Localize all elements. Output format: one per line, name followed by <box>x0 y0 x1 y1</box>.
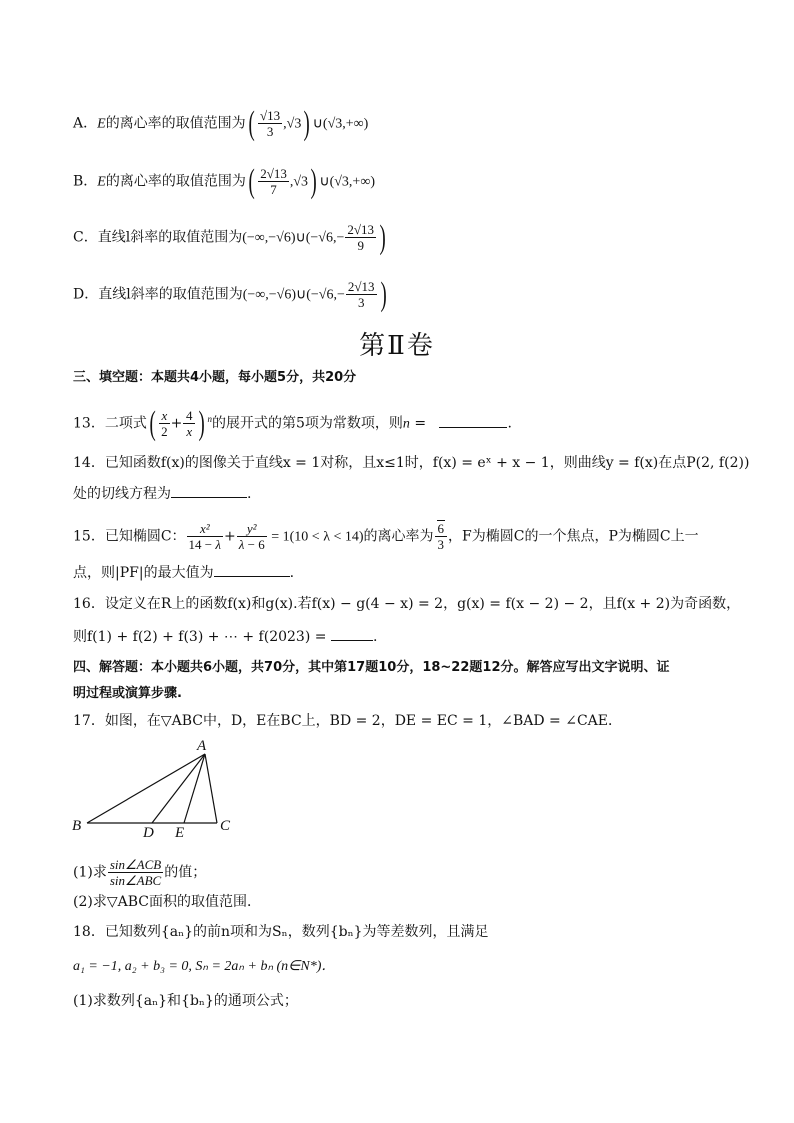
frac-num: 2√13 <box>347 279 375 294</box>
frac-den: 3 <box>357 295 365 310</box>
question-17-sub1 <box>73 857 206 888</box>
question-16-line1: 16．设定义在R上的函数f(x)和g(x).若f(x) − g(4 − x) = 2，g(x) = f(x − 2) − 2，且f(x + 2)为奇函数， <box>73 596 741 612</box>
part3-header: 三、填空题：本题共4小题，每小题5分，共20分 <box>73 370 357 385</box>
frac-num: 2√13 <box>260 166 287 181</box>
q13-text: 的展开式的第5项为常数项，则 <box>212 415 403 432</box>
q13-prefix: 13．二项式 <box>73 415 147 432</box>
question-18-line1: 18．已知数列{aₙ}的前n项和为Sₙ，数列{bₙ}为等差数列，且满足 <box>73 924 489 940</box>
answer-blank[interactable] <box>171 483 247 498</box>
option-label: B． <box>73 173 98 190</box>
q13-eq: = <box>409 415 431 432</box>
q15-text: 点，则|PF|的最大值为 <box>73 565 214 581</box>
option-var: E <box>97 116 106 132</box>
q15-end: . <box>289 565 295 581</box>
question-17: 17．如图，在▽ABC中，D，E在BC上，BD = 2，DE = EC = 1，∠BAD = ∠CAE． <box>73 713 623 729</box>
option-text: 的离心率的取值范围为 <box>105 173 246 190</box>
option-text: 的离心率的取值范围为 <box>105 115 246 132</box>
part4-header-line1: 四、解答题：本小题共6小题，共70分，其中第17题10分，18~22题12分。解答应写出文字说明、证 <box>73 660 670 675</box>
answer-blank[interactable] <box>214 562 290 577</box>
frac-den: 9 <box>357 238 364 253</box>
section-title: 第Ⅱ卷 <box>359 331 435 361</box>
side-ac <box>205 754 217 823</box>
part4-header-line2: 明过程或演算步骤. <box>73 686 182 701</box>
frac-num: √13 <box>260 108 281 123</box>
triangle-figure <box>66 734 246 842</box>
answer-blank[interactable] <box>331 626 373 641</box>
question-17-sub2: (2)求▽ABC面积的取值范围． <box>73 894 261 910</box>
label-b: B <box>72 818 82 834</box>
option-text: 直线l斜率的取值范围为 <box>97 229 243 246</box>
option-head: (−∞,−√6)∪(−√6,− <box>242 230 345 246</box>
option-label: C． <box>73 229 98 246</box>
frac-num: 2√13 <box>347 222 375 237</box>
option-c: C．直线l斜率的取值范围为(−∞,−√6)∪(−√6,− $\frac{2√13}{9}$ ) <box>73 218 386 256</box>
question-18-line3: (1)求数列{aₙ}和{bₙ}的通项公式； <box>73 993 298 1009</box>
option-head: (−∞,−√6)∪(−√6,− <box>242 287 345 303</box>
option-label: D． <box>73 286 99 303</box>
option-mid: ,√3 <box>283 116 302 132</box>
frac-den: sin∠ABC <box>109 873 162 888</box>
frac-den: 3 <box>266 124 274 139</box>
q15-prefix: 15．已知椭圆C： <box>73 528 186 545</box>
frac-den: 7 <box>270 182 277 197</box>
question-15: 15．已知椭圆C： $\frac{\text{x²}}{14 - \lambda}$ + $\frac{\text{y²}}{\lambda - 6}$ = 1(10 < λ < 14)的离心率为 $\frac{6}{3}$ ，F为椭圆C的一个焦点，P为椭圆C上一 <box>73 521 699 552</box>
q16-end: . <box>372 629 378 645</box>
option-b: B．E的离心率的取值范围为( $\frac{2√13}{7}$ ,√3) ∪(√3,+∞) <box>73 162 375 200</box>
option-tail: ∪(√3,+∞) <box>319 174 375 190</box>
label-c: C <box>220 818 231 834</box>
label-a: A <box>197 738 207 754</box>
label-e: E <box>175 825 185 841</box>
q15-post: ，F为椭圆C的一个焦点，P为椭圆C上一 <box>448 528 699 545</box>
question-14-line2 <box>73 483 251 504</box>
q14-text: 处的切线方程为 <box>73 486 171 502</box>
question-14-line1: 14．已知函数f(x)的图像关于直线x = 1对称，且x≤1时，f(x) = eˣ + x − 1，则曲线y = f(x)在点P(2, f(2)) <box>73 455 750 471</box>
label-d: D <box>143 825 154 841</box>
q14-end: . <box>247 486 252 502</box>
option-text: 直线l斜率的取值范围为 <box>98 286 243 303</box>
sub1-prefix: (1)求 <box>73 864 107 881</box>
option-mid: ,√3 <box>289 174 309 190</box>
option-a: A．E的离心率的取值范围为( $\frac{√13}{3}$ ,√3) ∪(√3,+∞) <box>73 104 369 142</box>
segment-ad <box>152 754 205 823</box>
option-var: E <box>97 174 106 190</box>
option-tail: ∪(√3,+∞) <box>312 116 369 132</box>
q16-text: 则f(1) + f(2) + f(3) + ⋯ + f(2023) = <box>73 629 331 645</box>
question-13: 13．二项式( $\frac{x}{2}$ + $\frac{4}{x}$ ) $^n$的展开式的第5项为常数项，则n = . <box>73 404 512 442</box>
question-16-line2 <box>73 626 377 647</box>
sub1-suffix: 的值； <box>164 864 207 881</box>
answer-blank[interactable] <box>439 413 507 428</box>
option-label: A． <box>73 115 98 132</box>
frac-num: sin∠ACB <box>109 857 162 872</box>
question-18-line2: a₁ = −1, a₂ + b₃ = 0, Sₙ = 2aₙ + bₙ (n∈N*)． <box>73 959 336 974</box>
option-d: D．直线l斜率的取值范围为(−∞,−√6)∪(−√6,− $\frac{2√13}{3}$ ) <box>73 275 387 313</box>
q13-var: n <box>402 416 410 432</box>
q13-end: . <box>507 415 512 432</box>
question-15-line2 <box>73 562 294 583</box>
q15-mid: = 1(10 < λ < 14)的离心率为 <box>267 529 434 545</box>
